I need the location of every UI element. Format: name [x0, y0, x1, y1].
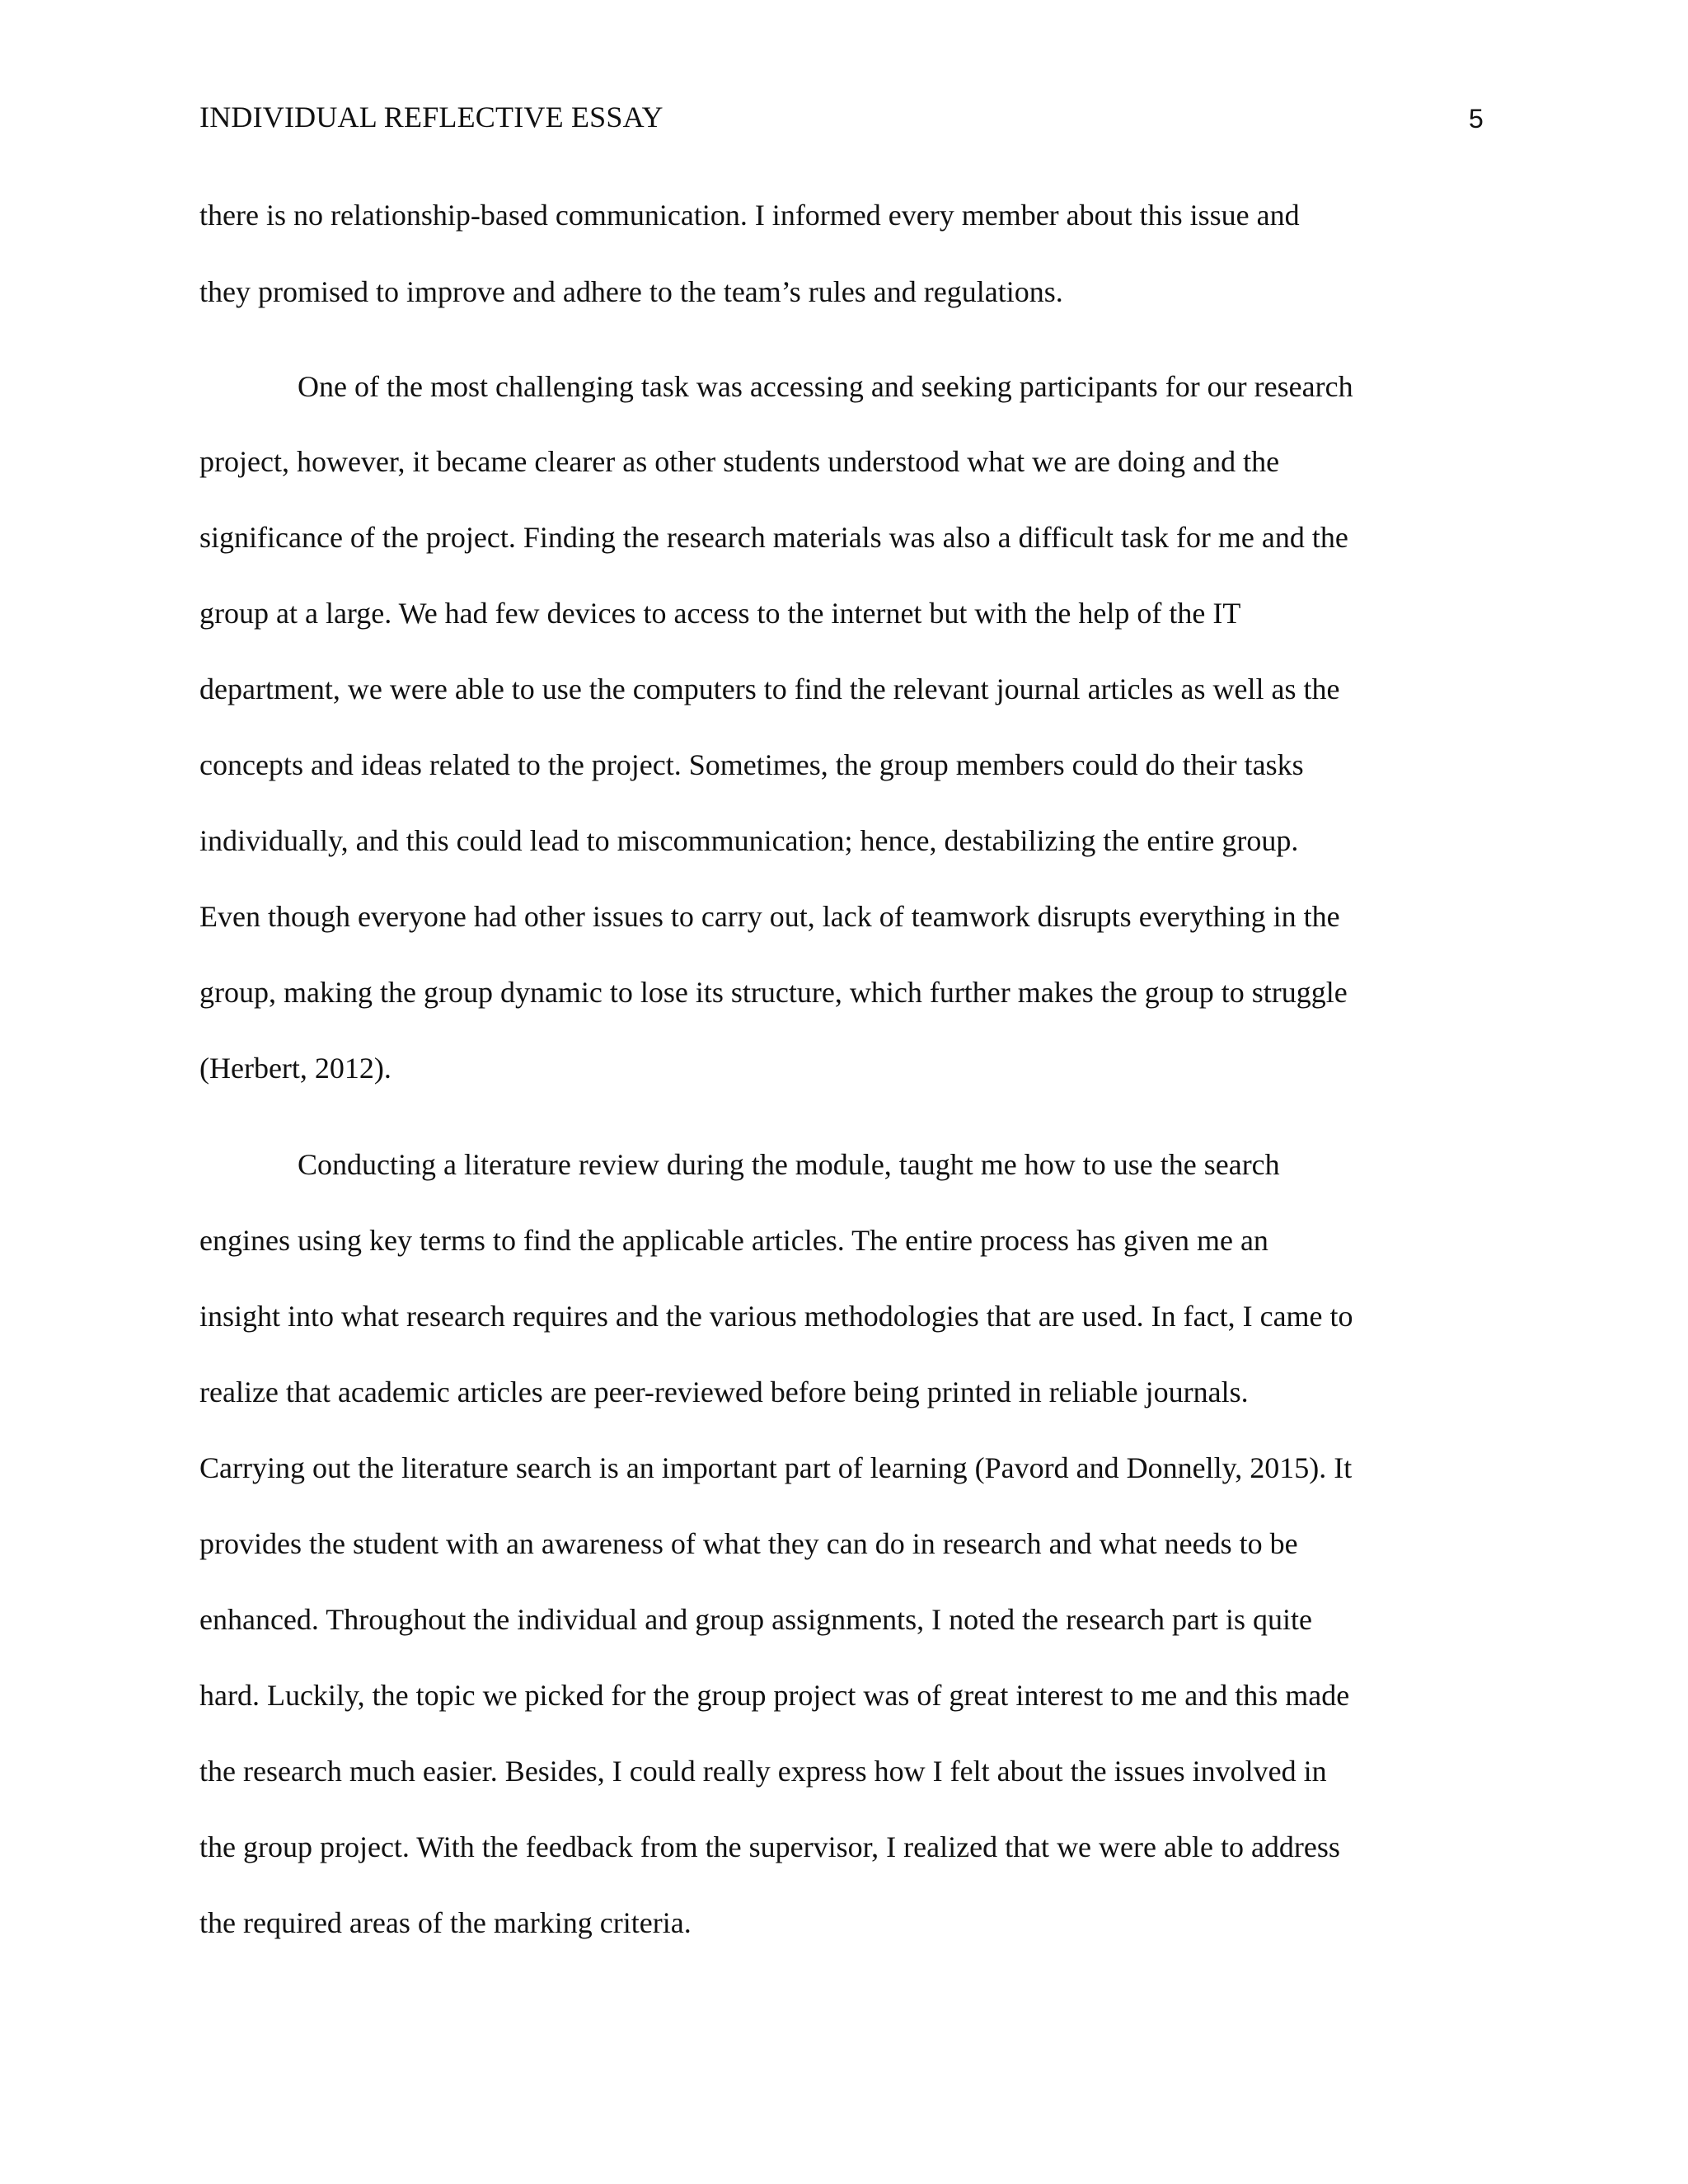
body-line: group, making the group dynamic to lose its structure, which further makes the group to struggle [199, 976, 1348, 1009]
body-line: group at a large. We had few devices to access to the internet but with the help of the IT [199, 597, 1241, 630]
body-line: they promised to improve and adhere to the team’s rules and regulations. [199, 275, 1063, 308]
body-line: the research much easier. Besides, I could really express how I felt about the issues involved in [199, 1755, 1327, 1788]
page-number: 5 [1469, 104, 1484, 134]
body-line: hard. Luckily, the topic we picked for the group project was of great interest to me and this made [199, 1679, 1350, 1712]
body-line: insight into what research requires and the various methodologies that are used. In fact, I came to [199, 1300, 1353, 1333]
paragraph-start-line: Conducting a literature review during the module, taught me how to use the search [298, 1148, 1280, 1181]
body-line: the group project. With the feedback from the supervisor, I realized that we were able to address [199, 1830, 1340, 1863]
body-line: provides the student with an awareness of what they can do in research and what needs to be [199, 1527, 1298, 1560]
body-line: the required areas of the marking criteria. [199, 1906, 692, 1939]
body-line: engines using key terms to find the applicable articles. The entire process has given me an [199, 1224, 1268, 1257]
body-line: project, however, it became clearer as other students understood what we are doing and the [199, 445, 1280, 478]
body-line: department, we were able to use the computers to find the relevant journal articles as well as the [199, 673, 1340, 705]
body-line: Carrying out the literature search is an important part of learning (Pavord and Donnelly, 2015). It [199, 1451, 1353, 1484]
body-line: (Herbert, 2012). [199, 1052, 392, 1085]
running-head: INDIVIDUAL REFLECTIVE ESSAY [199, 101, 663, 134]
body-line: enhanced. Throughout the individual and group assignments, I noted the research part is quite [199, 1603, 1312, 1636]
body-line: realize that academic articles are peer-reviewed before being printed in reliable journals. [199, 1376, 1249, 1408]
paragraph-start-line: One of the most challenging task was accessing and seeking participants for our research [298, 370, 1353, 403]
body-line: individually, and this could lead to miscommunication; hence, destabilizing the entire group. [199, 824, 1299, 857]
body-line: significance of the project. Finding the research materials was also a difficult task for me and the [199, 521, 1348, 554]
body-line: Even though everyone had other issues to carry out, lack of teamwork disrupts everything in the [199, 900, 1340, 933]
body-line: there is no relationship-based communication. I informed every member about this issue and [199, 199, 1300, 232]
body-line: concepts and ideas related to the project. Sometimes, the group members could do their tasks [199, 748, 1304, 781]
